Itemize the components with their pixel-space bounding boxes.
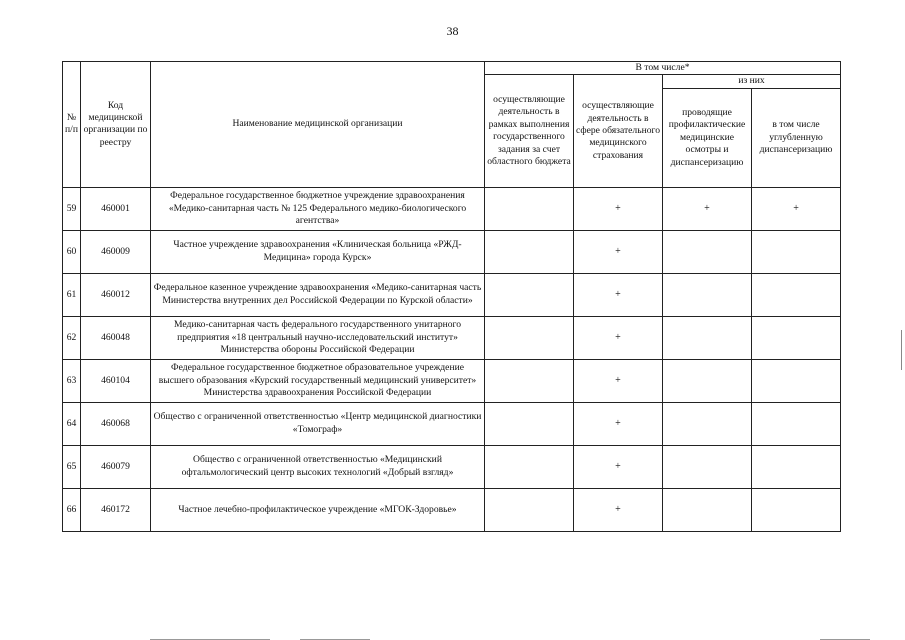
row-checkups-mark bbox=[663, 359, 752, 402]
row-org-name: Общество с ограниченной ответственностью «Центр медицинской диагностики «Томограф» bbox=[151, 402, 485, 445]
row-deep-mark bbox=[752, 273, 841, 316]
row-state-task-mark bbox=[485, 488, 574, 531]
page-number: 38 bbox=[446, 24, 459, 38]
row-checkups-mark bbox=[663, 230, 752, 273]
medical-organizations-table bbox=[62, 61, 841, 532]
header-code: Код медицинской организации по реестру bbox=[81, 62, 151, 188]
header-deep-checkups: в том числе углубленную диспансеризацию bbox=[752, 88, 841, 187]
header-including: В том числе* bbox=[485, 62, 841, 75]
header-num: № п/п bbox=[63, 62, 81, 188]
header-row-1 bbox=[63, 62, 841, 75]
row-deep-mark bbox=[752, 488, 841, 531]
header-oms: осуществляющие деятельность в сфере обязательного медицинского страхования bbox=[574, 75, 663, 187]
row-state-task-mark bbox=[485, 359, 574, 402]
row-oms-mark: + bbox=[574, 273, 663, 316]
row-checkups-mark bbox=[663, 402, 752, 445]
row-code: 460048 bbox=[81, 316, 151, 359]
row-checkups-mark: + bbox=[663, 187, 752, 230]
scan-edge-mark bbox=[901, 330, 902, 370]
table-row bbox=[63, 359, 841, 402]
row-state-task-mark bbox=[485, 445, 574, 488]
row-code: 460001 bbox=[81, 187, 151, 230]
row-state-task-mark bbox=[485, 187, 574, 230]
table-row bbox=[63, 445, 841, 488]
row-org-name: Федеральное государственное бюджетное учреждение здравоохранения «Медико-санитарная часть № 125 Федерального медико-биологического агентства» bbox=[151, 187, 485, 230]
row-state-task-mark bbox=[485, 316, 574, 359]
row-deep-mark bbox=[752, 445, 841, 488]
row-code: 460012 bbox=[81, 273, 151, 316]
row-code: 460104 bbox=[81, 359, 151, 402]
row-oms-mark: + bbox=[574, 359, 663, 402]
row-org-name: Федеральное государственное бюджетное образовательное учреждение высшего образования «Курский государственный медицинский университет» Министерства здравоохранения Российской Федерации bbox=[151, 359, 485, 402]
row-num: 64 bbox=[63, 402, 81, 445]
table-row bbox=[63, 273, 841, 316]
table-row bbox=[63, 230, 841, 273]
row-org-name: Общество с ограниченной ответственностью «Медицинский офтальмологический центр высоких технологий «Добрый взгляд» bbox=[151, 445, 485, 488]
row-code: 460079 bbox=[81, 445, 151, 488]
row-org-name: Частное лечебно-профилактическое учреждение «МГОК-Здоровье» bbox=[151, 488, 485, 531]
row-org-name: Частное учреждение здравоохранения «Клиническая больница «РЖД-Медицина» города Курск» bbox=[151, 230, 485, 273]
row-deep-mark: + bbox=[752, 187, 841, 230]
table-row bbox=[63, 488, 841, 531]
row-deep-mark bbox=[752, 230, 841, 273]
header-name: Наименование медицинской организации bbox=[151, 62, 485, 188]
row-deep-mark bbox=[752, 359, 841, 402]
row-num: 63 bbox=[63, 359, 81, 402]
table-row bbox=[63, 316, 841, 359]
header-of-them: из них bbox=[663, 75, 841, 88]
row-state-task-mark bbox=[485, 273, 574, 316]
row-deep-mark bbox=[752, 316, 841, 359]
table-row bbox=[63, 187, 841, 230]
table-row bbox=[63, 402, 841, 445]
header-state-task: осуществляющие деятельность в рамках выполнения государственного задания за счет областного бюджета bbox=[485, 75, 574, 187]
row-state-task-mark bbox=[485, 230, 574, 273]
header-checkups: проводящие профилактические медицинские осмотры и диспансеризацию bbox=[663, 88, 752, 187]
row-org-name: Федеральное казенное учреждение здравоохранения «Медико-санитарная часть Министерства внутренних дел Российской Федерации по Курской области» bbox=[151, 273, 485, 316]
row-code: 460009 bbox=[81, 230, 151, 273]
row-code: 460172 bbox=[81, 488, 151, 531]
row-checkups-mark bbox=[663, 273, 752, 316]
row-num: 61 bbox=[63, 273, 81, 316]
row-code: 460068 bbox=[81, 402, 151, 445]
row-checkups-mark bbox=[663, 316, 752, 359]
row-org-name: Медико-санитарная часть федерального государственного унитарного предприятия «18 центральный научно-исследовательский институт» Министерства обороны Российской Федерации bbox=[151, 316, 485, 359]
row-checkups-mark bbox=[663, 488, 752, 531]
row-num: 59 bbox=[63, 187, 81, 230]
row-num: 65 bbox=[63, 445, 81, 488]
row-oms-mark: + bbox=[574, 445, 663, 488]
row-oms-mark: + bbox=[574, 488, 663, 531]
row-oms-mark: + bbox=[574, 316, 663, 359]
row-num: 62 bbox=[63, 316, 81, 359]
row-checkups-mark bbox=[663, 445, 752, 488]
row-oms-mark: + bbox=[574, 230, 663, 273]
row-state-task-mark bbox=[485, 402, 574, 445]
row-num: 60 bbox=[63, 230, 81, 273]
row-num: 66 bbox=[63, 488, 81, 531]
row-oms-mark: + bbox=[574, 187, 663, 230]
row-deep-mark bbox=[752, 402, 841, 445]
row-oms-mark: + bbox=[574, 402, 663, 445]
